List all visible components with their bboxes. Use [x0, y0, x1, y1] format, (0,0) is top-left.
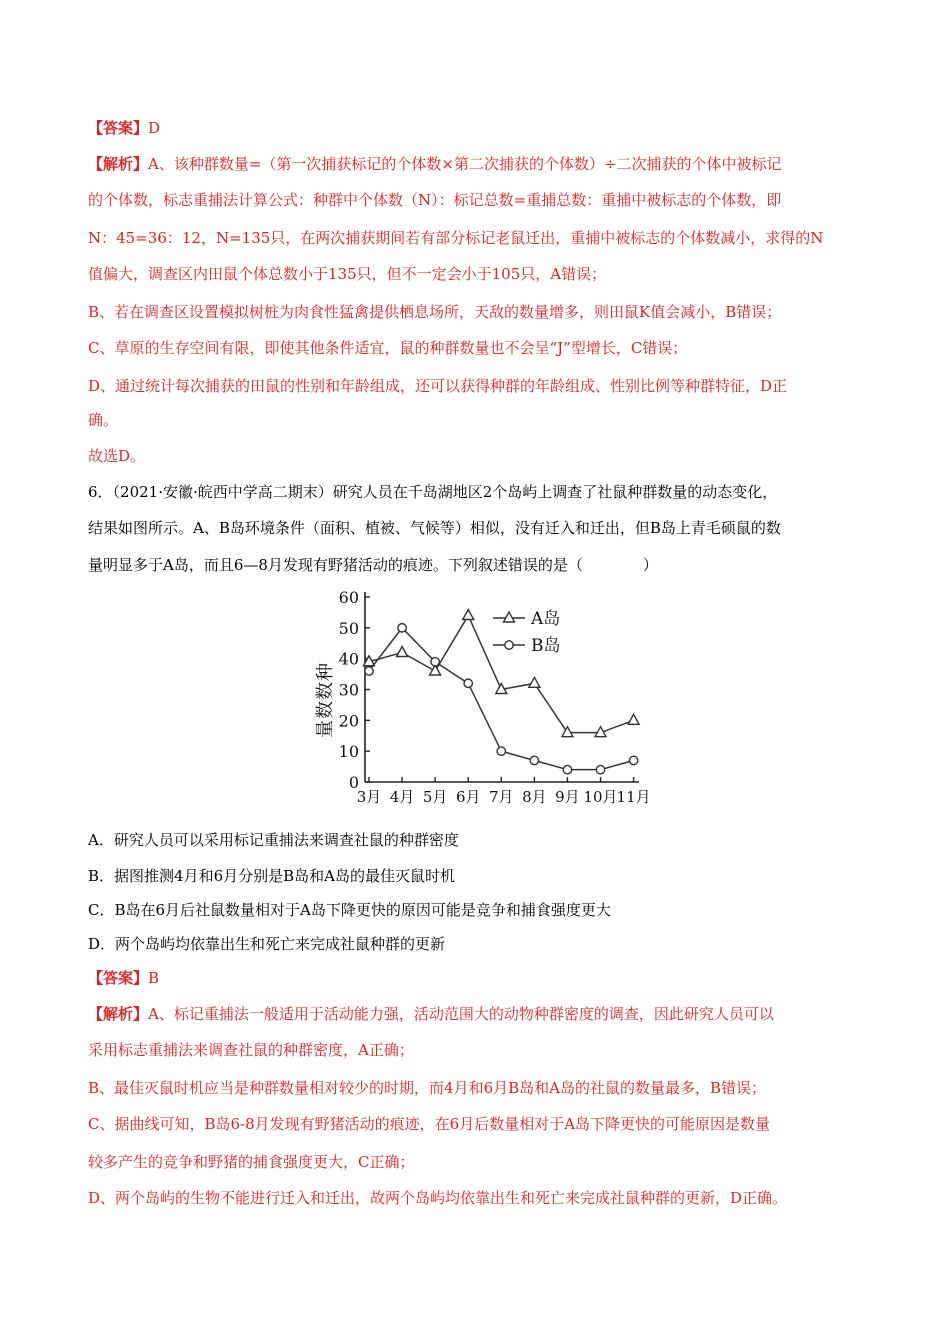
- chart-svg: [305, 587, 651, 817]
- y-axis-label-char: 数: [315, 701, 336, 719]
- circle-point: [365, 667, 373, 675]
- q6-stem-line: 量明显多于A岛，而且6—8月发现有野猪活动的痕迹。下列叙述错误的是（ ）: [88, 556, 658, 574]
- y-tick-label: 20: [338, 711, 359, 731]
- option-b: B．据图推测4月和6月分别是B岛和A岛的最佳灭鼠时机: [88, 867, 455, 885]
- q5-analysis-line: N：45=36：12，N=135只，在两次捕获期间若有部分标记老鼠迁出，重捕中被标志的个体数减小，求得的N: [88, 229, 824, 247]
- x-tick-label: 7月: [489, 788, 514, 806]
- y-tick-label: 10: [338, 742, 359, 762]
- q6-analysis-line: 采用标志重捕法来调查社鼠的种群密度，A正确；: [88, 1041, 414, 1059]
- x-tick-label: 9月: [555, 788, 580, 806]
- q6-answer: [88, 968, 878, 988]
- y-axis-label-char: 数: [315, 682, 336, 700]
- circle-point: [530, 756, 538, 764]
- y-axis-label-char: 种: [315, 663, 336, 681]
- circle-point: [431, 658, 439, 666]
- q5-analysis-line: 故选D。: [88, 447, 146, 465]
- q5-analysis-line: D、通过统计每次捕获的田鼠的性别和年龄组成，还可以获得种群的年龄组成、性别比例等种群特征，D正: [88, 377, 788, 395]
- q5-answer: [88, 118, 878, 138]
- y-tick-label: 0: [348, 773, 359, 792]
- analysis-tag: 【解析】: [88, 1005, 149, 1023]
- x-tick-label: 8月: [522, 788, 547, 806]
- option-a: A．研究人员可以采用标记重捕法来调查社鼠的种群密度: [88, 831, 459, 849]
- x-tick-label: 6月: [455, 788, 481, 806]
- legend-circle-marker: [505, 641, 513, 649]
- triangle-point: [529, 677, 540, 687]
- q6-analysis-line: C、据曲线可知，B岛6-8月发现有野猪活动的痕迹，在6月后数量相对于A岛下降更快的可能原因是数量: [88, 1115, 771, 1133]
- circle-point: [464, 679, 472, 687]
- x-tick-label: 10月: [583, 788, 618, 806]
- circle-point: [596, 765, 604, 773]
- triangle-point: [397, 647, 408, 657]
- option-c: C．B岛在6月后社鼠数量相对于A岛下降更快的原因可能是竞争和捕食强度更大: [88, 901, 611, 919]
- triangle-point: [628, 714, 639, 724]
- y-tick-label: 50: [338, 618, 359, 638]
- circle-point: [563, 765, 571, 773]
- q6-stem-line: 结果如图所示。A、B岛环境条件（面积、植被、气候等）相似，没有迁入和迁出，但B岛上青毛硕鼠的数: [88, 519, 781, 537]
- q6-analysis-line: 【解析】A、标记重捕法一般适用于活动能力强，活动范围大的动物种群密度的调查，因此研究人员可以: [88, 1005, 774, 1023]
- answer-tag: 【答案】: [88, 119, 149, 137]
- y-tick-label: 60: [338, 588, 359, 607]
- q5-analysis-line: C、草原的生存空间有限，即使其他条件适宜，鼠的种群数量也不会呈“J”型增长，C错误；: [88, 339, 688, 357]
- q5-analysis-line: 值偏大，调查区内田鼠个体总数小于135只，但不一定会小于105只，A错误；: [88, 265, 607, 283]
- option-d: D．两个岛屿均依靠出生和死亡来完成社鼠种群的更新: [88, 935, 446, 953]
- answer-value: B: [148, 969, 160, 987]
- q6-stem-line: 6．（2021·安徽·皖西中学高二期末）研究人员在千岛湖地区2个岛屿上调查了社鼠种群数量的动态变化，: [88, 483, 778, 501]
- series-line-triangle: [369, 616, 634, 733]
- y-tick-label: 30: [338, 680, 359, 700]
- answer-value: D: [148, 119, 161, 137]
- answer-tag: 【答案】: [88, 969, 149, 987]
- circle-point: [497, 747, 505, 755]
- q5-analysis-line: 的个体数，标志重捕法计算公式：种群中个体数（N）：标记总数=重捕总数：重捕中被标志的个体数，即: [88, 191, 782, 209]
- q6-analysis-line: 较多产生的竞争和野猪的捕食强度更大，C正确；: [88, 1153, 415, 1171]
- legend-label: B岛: [531, 636, 561, 656]
- q5-analysis-line: 【解析】A、该种群数量=（第一次捕获标记的个体数×第二次捕获的个体数）÷二次捕获的个体中被标记: [88, 155, 782, 173]
- q6-analysis-line: D、两个岛屿的生物不能进行迁入和迁出，故两个岛屿均依靠出生和死亡来完成社鼠种群的更新，D正确。: [88, 1189, 788, 1207]
- q5-analysis-line: 确。: [88, 411, 119, 429]
- circle-point: [398, 624, 406, 632]
- x-tick-label: 4月: [389, 788, 415, 806]
- q5-analysis-line: B、若在调查区设置模拟树桩为肉食性猛禽提供栖息场所，天敌的数量增多，则田鼠K值会减小，B错误；: [88, 303, 782, 321]
- population-line-chart: [305, 587, 651, 817]
- legend-triangle-marker: [504, 612, 515, 622]
- y-tick-label: 40: [338, 649, 359, 669]
- y-axis-label-char: 量: [315, 720, 336, 738]
- analysis-tag: 【解析】: [88, 155, 149, 173]
- legend-label: A岛: [531, 609, 561, 629]
- q6-analysis-line: B、最佳灭鼠时机应当是种群数量相对较少的时期，而4月和6月B岛和A岛的社鼠的数量最多，B错误；: [88, 1079, 766, 1097]
- x-tick-label: 5月: [422, 788, 448, 806]
- x-tick-label: 3月: [356, 788, 382, 806]
- circle-point: [629, 756, 637, 764]
- x-tick-label: 11月: [616, 788, 651, 806]
- triangle-point: [463, 610, 474, 620]
